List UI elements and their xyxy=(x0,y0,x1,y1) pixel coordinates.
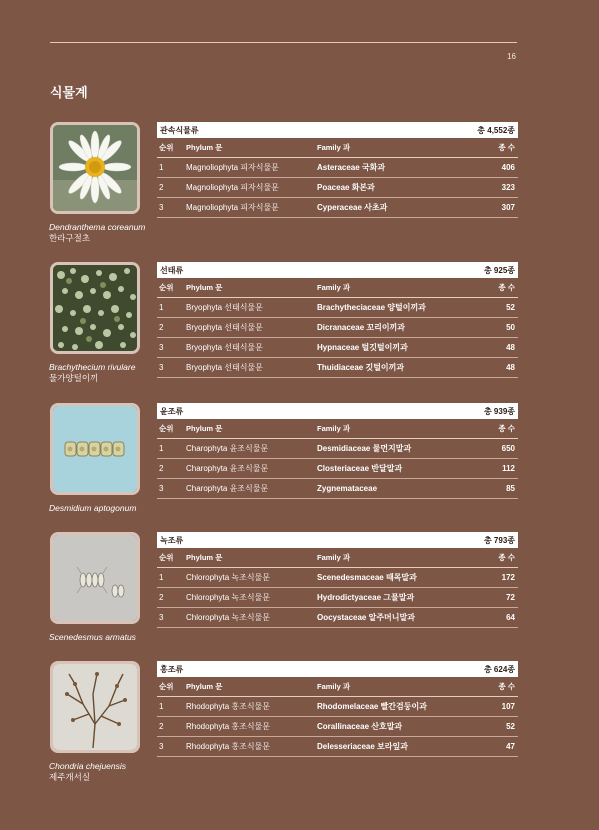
cell-rank: 1 xyxy=(159,163,164,172)
cell-family: Desmidiaceae 물먼지말과 xyxy=(317,444,412,453)
photo-scenedesmus xyxy=(50,532,140,624)
cell-phylum: Magnoliophyta 피자식물문 xyxy=(186,183,279,192)
cell-phylum: Chlorophyta 녹조식물문 xyxy=(186,593,270,602)
cell-rank: 2 xyxy=(159,722,164,731)
table-header xyxy=(157,122,518,138)
column-headers xyxy=(157,138,518,158)
cell-phylum: Bryophyta 선태식물문 xyxy=(186,343,263,352)
cell-family: Hypnaceae 털깃털이끼과 xyxy=(317,343,408,352)
col-count: 종 수 xyxy=(498,682,515,691)
cell-phylum: Bryophyta 선태식물문 xyxy=(186,323,263,332)
caption-scientific-name: Scenedesmus armatus xyxy=(49,632,136,642)
col-family: Family 과 xyxy=(317,143,351,152)
photo-caption xyxy=(49,761,126,783)
table-row xyxy=(157,717,518,737)
page-number: 16 xyxy=(507,52,516,61)
cell-rank: 3 xyxy=(159,363,164,372)
cell-phylum: Rhodophyta 홍조식물문 xyxy=(186,702,271,711)
table-row xyxy=(157,358,518,378)
col-family: Family 과 xyxy=(317,424,351,433)
cell-phylum: Magnoliophyta 피자식물문 xyxy=(186,163,279,172)
column-headers xyxy=(157,419,518,439)
table-row xyxy=(157,178,518,198)
cell-phylum: Magnoliophyta 피자식물문 xyxy=(186,203,279,212)
group-total: 총 793종 xyxy=(483,535,515,545)
table-header xyxy=(157,532,518,548)
group-total: 총 624종 xyxy=(483,664,515,674)
photo-chondria xyxy=(50,661,140,753)
cell-phylum: Bryophyta 선태식물문 xyxy=(186,363,263,372)
species-table xyxy=(157,122,518,218)
page-title: 식물계 xyxy=(50,85,88,100)
cell-rank: 1 xyxy=(159,702,164,711)
group-title: 관속식물류 xyxy=(160,125,199,135)
group-title: 윤조류 xyxy=(160,406,184,416)
cell-rank: 1 xyxy=(159,573,164,582)
cell-family: Corallinaceae 산호말과 xyxy=(317,722,403,731)
species-table xyxy=(157,532,518,628)
caption-korean-name: 물가양털이끼 xyxy=(49,373,99,383)
col-rank: 순위 xyxy=(159,143,174,152)
cell-rank: 2 xyxy=(159,464,164,473)
species-table xyxy=(157,661,518,757)
cell-family: Hydrodictyaceae 그물말과 xyxy=(317,593,415,602)
col-count: 종 수 xyxy=(498,283,515,292)
cell-rank: 1 xyxy=(159,444,164,453)
cell-count: 50 xyxy=(506,323,515,332)
group-title: 녹조류 xyxy=(160,535,184,545)
column-headers xyxy=(157,548,518,568)
caption-scientific-name: Desmidium aptogonum xyxy=(49,503,137,513)
table-row xyxy=(157,608,518,628)
group-title: 홍조류 xyxy=(160,664,184,674)
cell-family: Rhodomelaceae 빨간검둥이과 xyxy=(317,702,427,711)
col-rank: 순위 xyxy=(159,283,174,292)
cell-phylum: Chlorophyta 녹조식물문 xyxy=(186,573,270,582)
caption-scientific-name: Dendranthema coreanum xyxy=(49,222,146,232)
cell-rank: 1 xyxy=(159,303,164,312)
cell-phylum: Charophyta 윤조식물문 xyxy=(186,444,269,453)
col-phylum: Phylum 문 xyxy=(186,682,223,691)
col-phylum: Phylum 문 xyxy=(186,283,223,292)
table-header xyxy=(157,262,518,278)
col-rank: 순위 xyxy=(159,424,174,433)
col-count: 종 수 xyxy=(498,553,515,562)
table-row xyxy=(157,588,518,608)
species-table xyxy=(157,403,518,499)
photo-dendranthema xyxy=(50,122,140,214)
group-total: 총 4,552종 xyxy=(477,125,515,135)
cell-count: 52 xyxy=(506,722,515,731)
table-row xyxy=(157,298,518,318)
table-header xyxy=(157,661,518,677)
table-row xyxy=(157,479,518,499)
table-row xyxy=(157,318,518,338)
cell-family: Dicranaceae 꼬리이끼과 xyxy=(317,323,406,332)
group-total: 총 939종 xyxy=(483,406,515,416)
cell-count: 307 xyxy=(501,203,515,212)
col-phylum: Phylum 문 xyxy=(186,424,223,433)
table-row xyxy=(157,697,518,717)
cell-rank: 2 xyxy=(159,183,164,192)
table-header xyxy=(157,403,518,419)
caption-scientific-name: Brachythecium rivulare xyxy=(49,362,136,372)
group-total: 총 925종 xyxy=(483,265,515,275)
cell-rank: 3 xyxy=(159,343,164,352)
photo-caption xyxy=(49,362,135,384)
column-headers xyxy=(157,278,518,298)
photo-brachythecium xyxy=(50,262,140,354)
photo-caption xyxy=(49,222,145,244)
table-row xyxy=(157,198,518,218)
photo-caption xyxy=(49,632,136,643)
cell-count: 112 xyxy=(502,464,515,473)
cell-rank: 3 xyxy=(159,203,164,212)
table-row xyxy=(157,158,518,178)
cell-family: Asteraceae 국화과 xyxy=(317,163,386,172)
cell-family: Cyperaceae 사초과 xyxy=(317,203,388,212)
cell-rank: 3 xyxy=(159,484,164,493)
cell-count: 64 xyxy=(506,613,515,622)
cell-family: Oocystaceae 알주머니말과 xyxy=(317,613,415,622)
table-row xyxy=(157,338,518,358)
col-phylum: Phylum 문 xyxy=(186,553,223,562)
col-count: 종 수 xyxy=(498,143,515,152)
cell-count: 72 xyxy=(506,593,515,602)
table-row xyxy=(157,737,518,757)
cell-rank: 3 xyxy=(159,613,164,622)
cell-phylum: Charophyta 윤조식물문 xyxy=(186,464,269,473)
top-rule xyxy=(50,42,517,43)
cell-family: Thuidiaceae 깃털이끼과 xyxy=(317,363,405,372)
cell-count: 323 xyxy=(501,183,515,192)
cell-family: Poaceae 화본과 xyxy=(317,183,375,192)
cell-phylum: Rhodophyta 홍조식물문 xyxy=(186,722,271,731)
cell-count: 650 xyxy=(501,444,515,453)
cell-count: 85 xyxy=(506,484,515,493)
cell-family: Delesseriaceae 보라잎과 xyxy=(317,742,408,751)
species-table xyxy=(157,262,518,378)
col-phylum: Phylum 문 xyxy=(186,143,223,152)
cell-phylum: Bryophyta 선태식물문 xyxy=(186,303,263,312)
photo-desmidium xyxy=(50,403,140,495)
cell-count: 107 xyxy=(501,702,515,711)
caption-korean-name: 한라구절초 xyxy=(49,233,91,243)
cell-family: Closteriaceae 반달말과 xyxy=(317,464,403,473)
cell-phylum: Charophyta 윤조식물문 xyxy=(186,484,269,493)
cell-rank: 2 xyxy=(159,323,164,332)
col-rank: 순위 xyxy=(159,553,174,562)
cell-rank: 3 xyxy=(159,742,164,751)
cell-rank: 2 xyxy=(159,593,164,602)
caption-korean-name: 제주개서실 xyxy=(49,772,91,782)
cell-count: 406 xyxy=(501,163,515,172)
group-title: 선태류 xyxy=(160,265,184,275)
col-family: Family 과 xyxy=(317,553,351,562)
cell-count: 48 xyxy=(506,363,515,372)
cell-family: Scenedesmaceae 때목말과 xyxy=(317,573,417,582)
cell-count: 52 xyxy=(506,303,515,312)
cell-phylum: Rhodophyta 홍조식물문 xyxy=(186,742,271,751)
table-row xyxy=(157,439,518,459)
cell-count: 47 xyxy=(506,742,515,751)
table-row xyxy=(157,459,518,479)
table-row xyxy=(157,568,518,588)
cell-family: Brachytheciaceae 양털이끼과 xyxy=(317,303,426,312)
cell-count: 172 xyxy=(501,573,515,582)
col-family: Family 과 xyxy=(317,682,351,691)
column-headers xyxy=(157,677,518,697)
col-family: Family 과 xyxy=(317,283,351,292)
cell-count: 48 xyxy=(506,343,515,352)
cell-phylum: Chlorophyta 녹조식물문 xyxy=(186,613,270,622)
caption-scientific-name: Chondria chejuensis xyxy=(49,761,127,771)
col-count: 종 수 xyxy=(498,424,515,433)
photo-caption xyxy=(49,503,136,514)
col-rank: 순위 xyxy=(159,682,174,691)
cell-family: Zygnemataceae xyxy=(317,484,378,493)
